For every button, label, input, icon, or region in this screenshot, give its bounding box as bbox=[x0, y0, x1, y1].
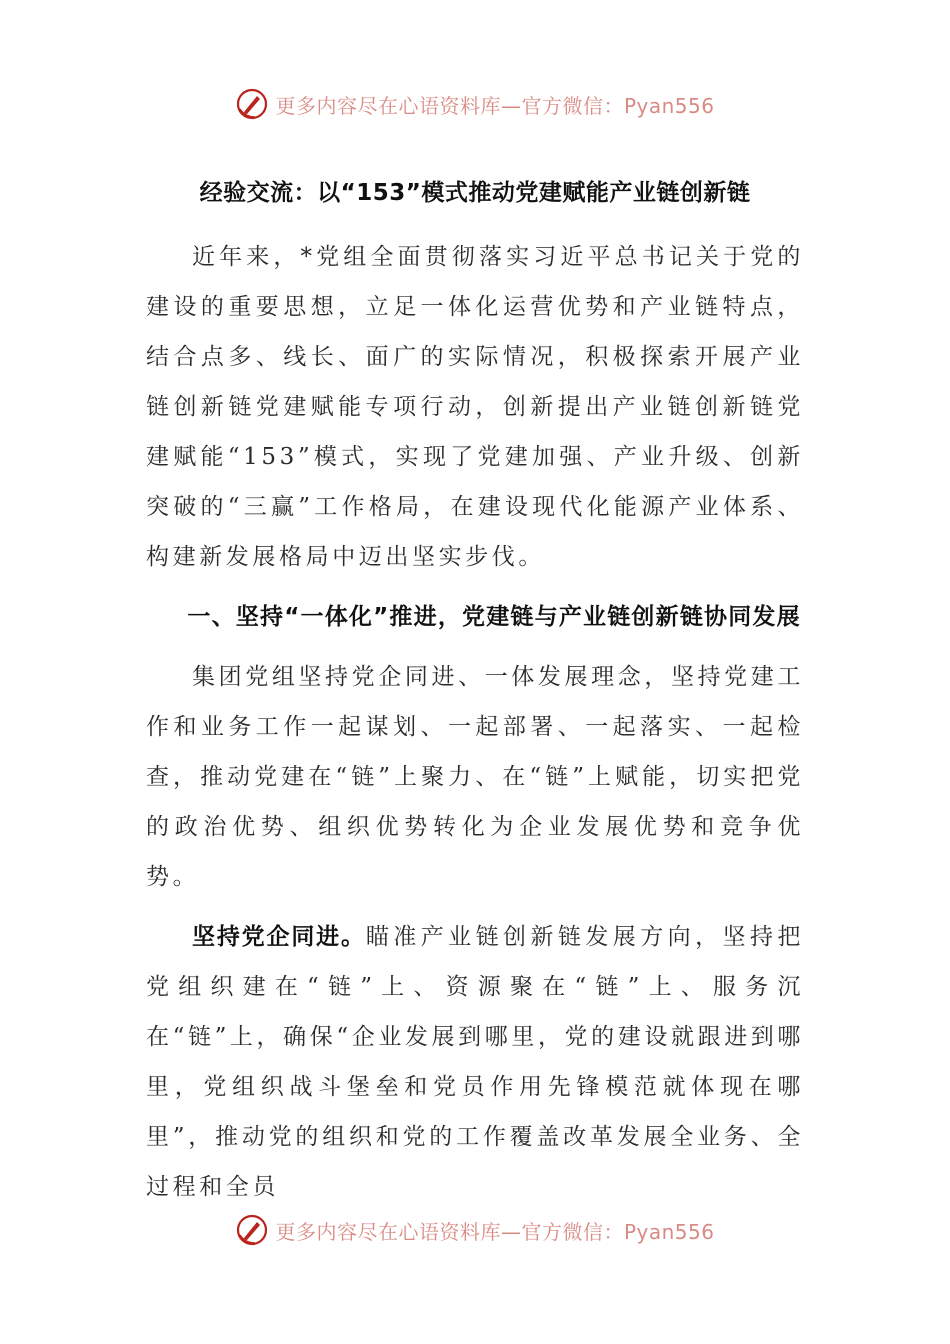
watermark-text: 更多内容尽在心语资料库—官方微信：Pyan556 bbox=[275, 1219, 715, 1244]
watermark-header bbox=[0, 84, 950, 124]
watermark-text: 更多内容尽在心语资料库—官方微信：Pyan556 bbox=[275, 93, 715, 118]
intro-paragraph: 近年来，*党组全面贯彻落实习近平总书记关于党的建设的重要思想，立足一体化运营优势和产业链特点，结合点多、线长、面广的实际情况，积极探索开展产业链创新链党建赋能专项行动，创新提出产业链创新链党建赋能“153”模式，实现了党建加强、产业升级、创新突破的“三赢”工作格局，在建设现代化能源产业体系、构建新发展格局中迈出坚实步伐。 bbox=[146, 244, 804, 570]
pen-circle-logo-icon bbox=[235, 87, 269, 121]
section-paragraph: 集团党组坚持党企同进、一体发展理念，坚持党建工作和业务工作一起谋划、一起部署、一起落实、一起检查，推动党建在“链”上聚力、在“链”上赋能，切实把党的政治优势、组织优势转化为企业发展优势和竞争优势。 bbox=[146, 664, 804, 890]
paragraph-lead: 坚持党企同进。 bbox=[192, 924, 366, 950]
watermark-footer bbox=[0, 1210, 950, 1250]
pen-circle-logo-icon bbox=[235, 1213, 269, 1247]
section-heading: 一、坚持“一体化”推进，党建链与产业链创新链协同发展 bbox=[187, 604, 801, 630]
section-paragraph-2 bbox=[146, 912, 804, 1212]
document-body bbox=[146, 232, 804, 1212]
paragraph-body: 瞄准产业链创新链发展方向，坚持把党组织建在“链”上、资源聚在“链”上、服务沉在“链”上，确保“企业发展到哪里，党的建设就跟进到哪里，党组织战斗堡垒和党员作用先锋模范就体现在哪里”，推动党的组织和党的工作覆盖改革发展全业务、全过程和全员 bbox=[146, 924, 804, 1200]
document-title: 经验交流：以“153”模式推动党建赋能产业链创新链 bbox=[199, 180, 751, 206]
